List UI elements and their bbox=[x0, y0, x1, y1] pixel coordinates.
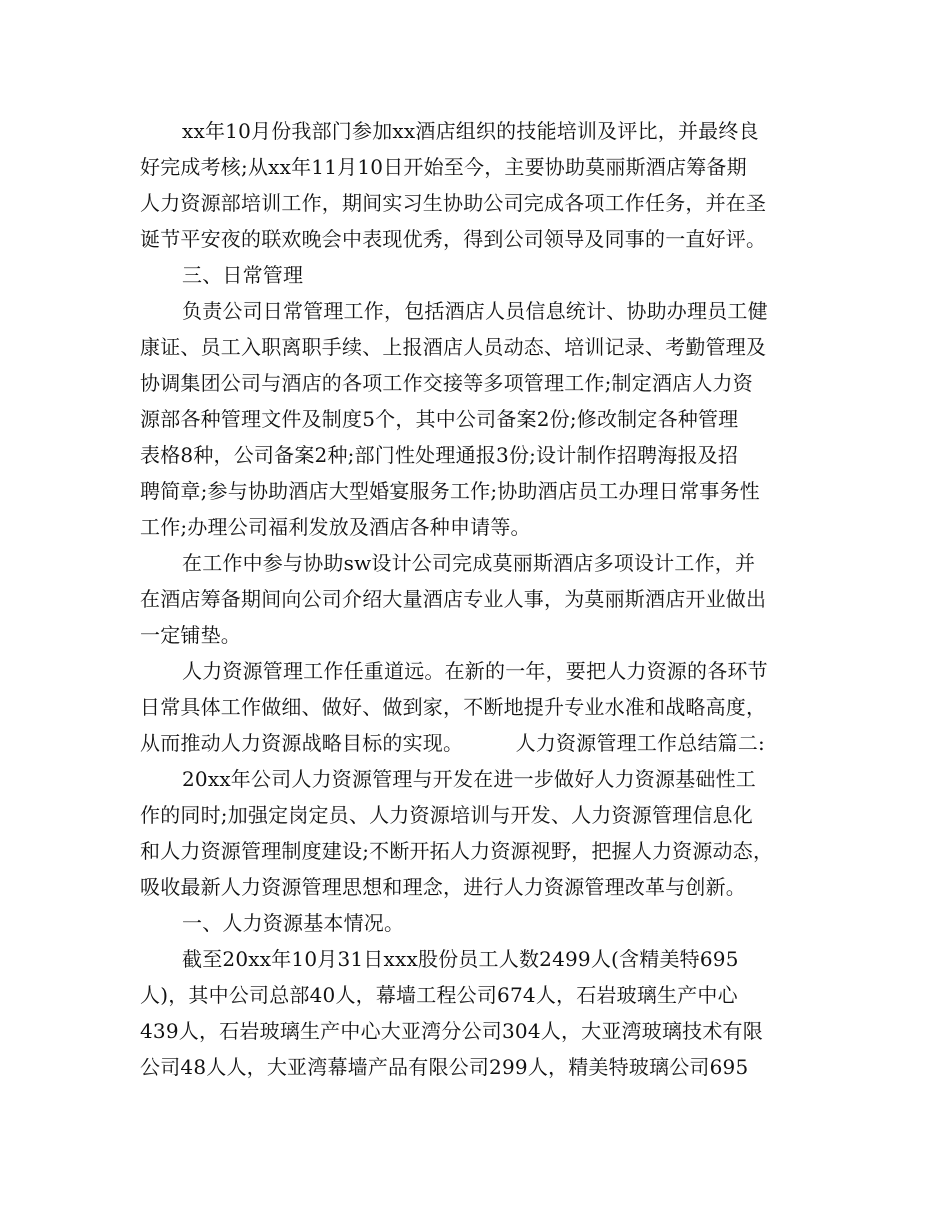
text-line: xx年10月份我部门参加xx酒店组织的技能培训及评比，并最终良 bbox=[182, 119, 759, 143]
text-line: 人)，其中公司总部40人，幕墙工程公司674人，石岩玻璃生产中心 bbox=[140, 983, 738, 1007]
text-line: 负责公司日常管理工作，包括酒店人员信息统计、协助办理员工健 bbox=[182, 299, 768, 323]
text-line: 协调集团公司与酒店的各项工作交接等多项管理工作;制定酒店人力资 bbox=[140, 371, 753, 395]
text-line: 439人，石岩玻璃生产中心大亚湾分公司304人，大亚湾玻璃技术有限 bbox=[140, 1019, 763, 1043]
text-line: 作的同时;加强定岗定员、人力资源培训与开发、人力资源管理信息化 bbox=[140, 803, 753, 827]
text-line: 聘简章;参与协助酒店大型婚宴服务工作;协助酒店员工办理日常事务性 bbox=[140, 479, 760, 503]
text-line: 人力资源部培训工作，期间实习生协助公司完成各项工作任务，并在圣 bbox=[140, 191, 767, 215]
text-line: 截至20xx年10月31日xxx股份员工人数2499人(含精美特695 bbox=[182, 947, 739, 971]
text-line: 源部各种管理文件及制度5个，其中公司备案2份;修改制定各种管理 bbox=[140, 407, 739, 431]
text-line: 和人力资源管理制度建设;不断开拓人力资源视野，把握人力资源动态， bbox=[140, 839, 774, 863]
text-line: 人力资源管理工作任重道远。在新的一年，要把人力资源的各环节 bbox=[182, 659, 768, 683]
section-heading: 三、日常管理 bbox=[182, 263, 304, 287]
text-line: 公司48人人，大亚湾幕墙产品有限公司299人，精美特玻璃公司695 bbox=[140, 1055, 749, 1079]
text-line: 日常具体工作做细、做好、做到家，不断地提升专业水准和战略高度， bbox=[140, 695, 767, 719]
text-line: 诞节平安夜的联欢晚会中表现优秀，得到公司领导及同事的一直好评。 bbox=[140, 227, 767, 251]
text-line: 工作;办理公司福利发放及酒店各种申请等。 bbox=[140, 515, 531, 539]
section-heading: 一、人力资源基本情况。 bbox=[182, 911, 405, 935]
text-line: 在酒店筹备期间向公司介绍大量酒店专业人事，为莫丽斯酒店开业做出 bbox=[140, 587, 767, 611]
text-line: 好完成考核;从xx年11月10日开始至今，主要协助莫丽斯酒店筹备期 bbox=[140, 155, 747, 179]
text-line: 从而推动人力资源战略目标的实现。 人力资源管理工作总结篇二: bbox=[140, 731, 765, 755]
text-line: 在工作中参与协助sw设计公司完成莫丽斯酒店多项设计工作，并 bbox=[182, 551, 756, 575]
text-line: 20xx年公司人力资源管理与开发在进一步做好人力资源基础性工 bbox=[182, 767, 757, 791]
text-line: 表格8种，公司备案2种;部门性处理通报3份;设计制作招聘海报及招 bbox=[140, 443, 739, 467]
text-line: 一定铺垫。 bbox=[140, 623, 241, 647]
text-line: 吸收最新人力资源管理思想和理念，进行人力资源管理改革与创新。 bbox=[140, 875, 746, 899]
text-line: 康证、员工入职离职手续、上报酒店人员动态、培训记录、考勤管理及 bbox=[140, 335, 767, 359]
